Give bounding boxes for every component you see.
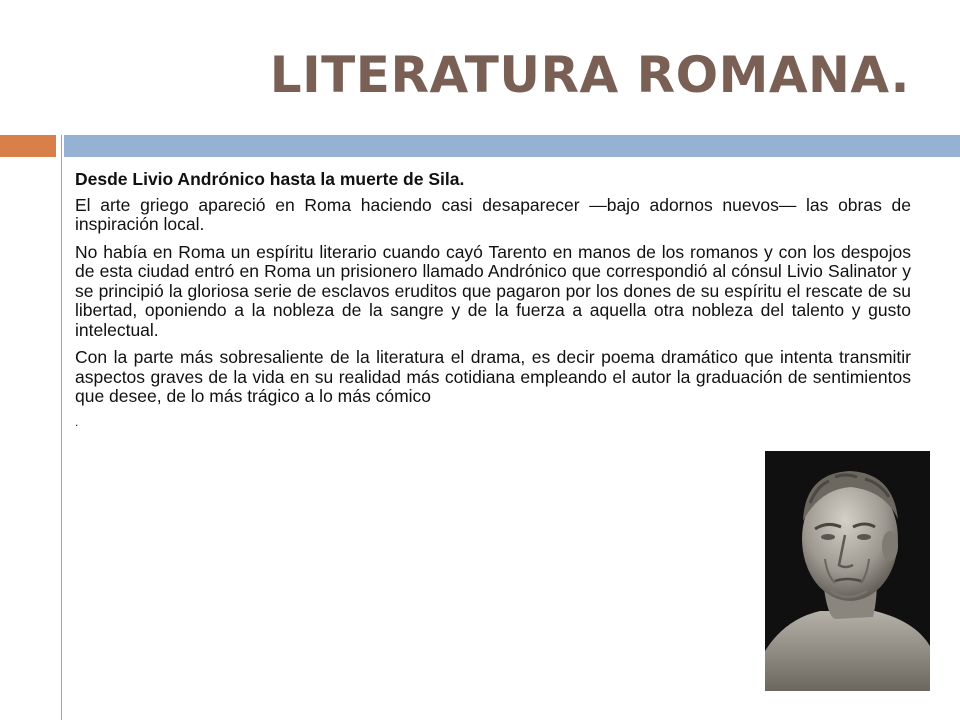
vertical-divider (61, 135, 62, 720)
paragraph-1: El arte griego apareció en Roma haciendo casi desaparecer —bajo adornos nuevos— las obras de inspiración local. (75, 194, 911, 234)
bust-drawing (765, 451, 930, 691)
trailing-mark: . (75, 414, 79, 429)
roman-bust-image (765, 451, 930, 691)
accent-bar-orange (0, 135, 56, 157)
paragraph-2: No había en Roma un espíritu literario cuando cayó Tarento en manos de los romanos y con los despojos de esta ciudad entró en Roma un prisionero llamado Andrónico que correspondió al cónsul Livio Salinator y se principió la gloriosa serie de esclavos eruditos que pagaron por los dones de su espíritu el rescate de su libertad, oponiendo a la nobleza de la sangre y de la fuerza a aquella otra nobleza del talento y gusto intelectual. (75, 241, 911, 340)
paragraph-3: Con la parte más sobresaliente de la literatura el drama, es decir poema dramático que intenta transmitir aspectos graves de la vida en su realidad más cotidiana empleando el autor la graduación de sentimientos que desee, de lo más trágico a lo más cómico (75, 347, 911, 406)
slide-subtitle: Desde Livio Andrónico hasta la muerte de Sila. (75, 169, 465, 189)
slide-title: LITERATURA ROMANA. (269, 46, 910, 104)
slide-body (75, 170, 911, 440)
accent-bar-blue (64, 135, 960, 157)
